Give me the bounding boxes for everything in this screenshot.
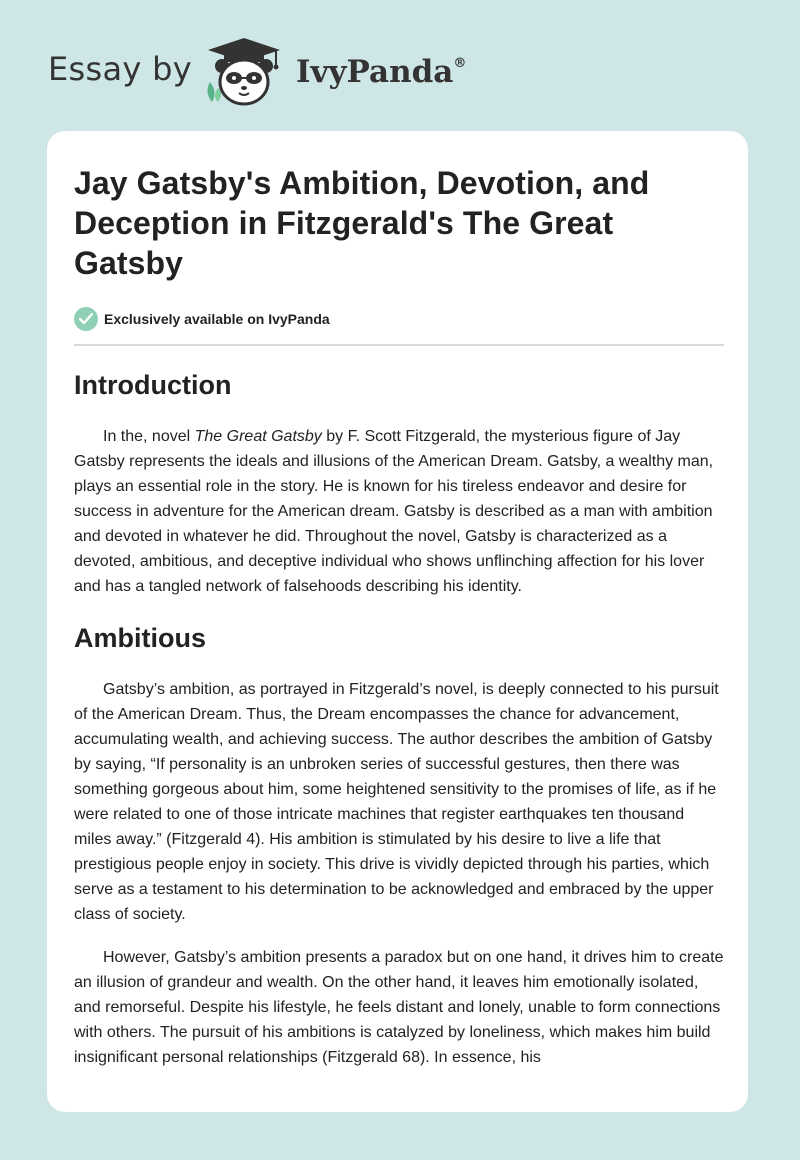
paragraph: However, Gatsby’s ambition presents a paradox but on one hand, it drives him to create an illusion of grandeur and wealth. On the other hand, it leaves him emotionally isolated, and remorseful. Despite his lifestyle, he feels distant and lonely, unable to form connections with others. The pursuit of his ambitions is catalyzed by loneliness, which makes him build insignificant personal relationships (Fitzgerald 68). In essence, his — [74, 949, 724, 1066]
essay-title: Jay Gatsby's Ambition, Devotion, and Deception in Fitzgerald's The Great Gatsby — [74, 165, 650, 281]
panda-logo-icon[interactable] — [196, 36, 292, 108]
exclusive-badge — [74, 306, 724, 332]
site-header — [0, 0, 800, 120]
book-title: The Great Gatsby — [194, 428, 322, 445]
essay-by-label: Essay by — [48, 50, 192, 88]
brand-name-text: IvyPanda — [296, 54, 454, 90]
section-heading-introduction: Introduction — [74, 370, 232, 400]
registered-mark: ® — [453, 56, 467, 71]
paragraph: Gatsby’s ambition, as portrayed in Fitzgerald’s novel, is deeply connected to his pursuit of the American Dream. Thus, the Dream encompasses the chance for advancement, accumulating wealth, and achieving success. The author describes the ambition of Gatsby by saying, “If personality is an unbroken series of successful gestures, then there was something gorgeous about him, some heightened sensitivity to the promises of life, as if he were related to one of those intricate machines that register earthquakes ten thousand miles away.” (Fitzgerald 4). His ambition is stimulated by his desire to live a life that prestigious people enjoy in society. This drive is vividly depicted through his parties, which serve as a testament to his determination to be acknowledged and embraced by the upper class of society. — [74, 681, 719, 923]
paragraph-text: In the, novel — [103, 428, 195, 445]
paragraph-text: by F. Scott Fitzgerald, the mysterious figure of Jay Gatsby represents the ideals and illusions of the American Dream. Gatsby, a wealthy man, plays an essential role in the story. He is known for his tireless endeavor and desire for success in adventure for the American dream. Gatsby is described as a man with ambition and devoted in whatever he did. Throughout the novel, Gatsby is characterized as a devoted, ambitious, and deceptive individual who shows unflinching affection for his lover and has a tangled network of falsehoods describing his identity. — [74, 428, 714, 595]
title-divider — [74, 344, 724, 346]
section-heading-ambitious: Ambitious — [74, 623, 206, 653]
brand-name[interactable] — [296, 54, 466, 90]
essay-content — [74, 163, 724, 1070]
exclusive-label: Exclusively available on IvyPanda — [104, 311, 330, 327]
paragraph — [74, 424, 724, 599]
checkmark-icon — [74, 307, 98, 331]
essay-card — [47, 131, 748, 1112]
